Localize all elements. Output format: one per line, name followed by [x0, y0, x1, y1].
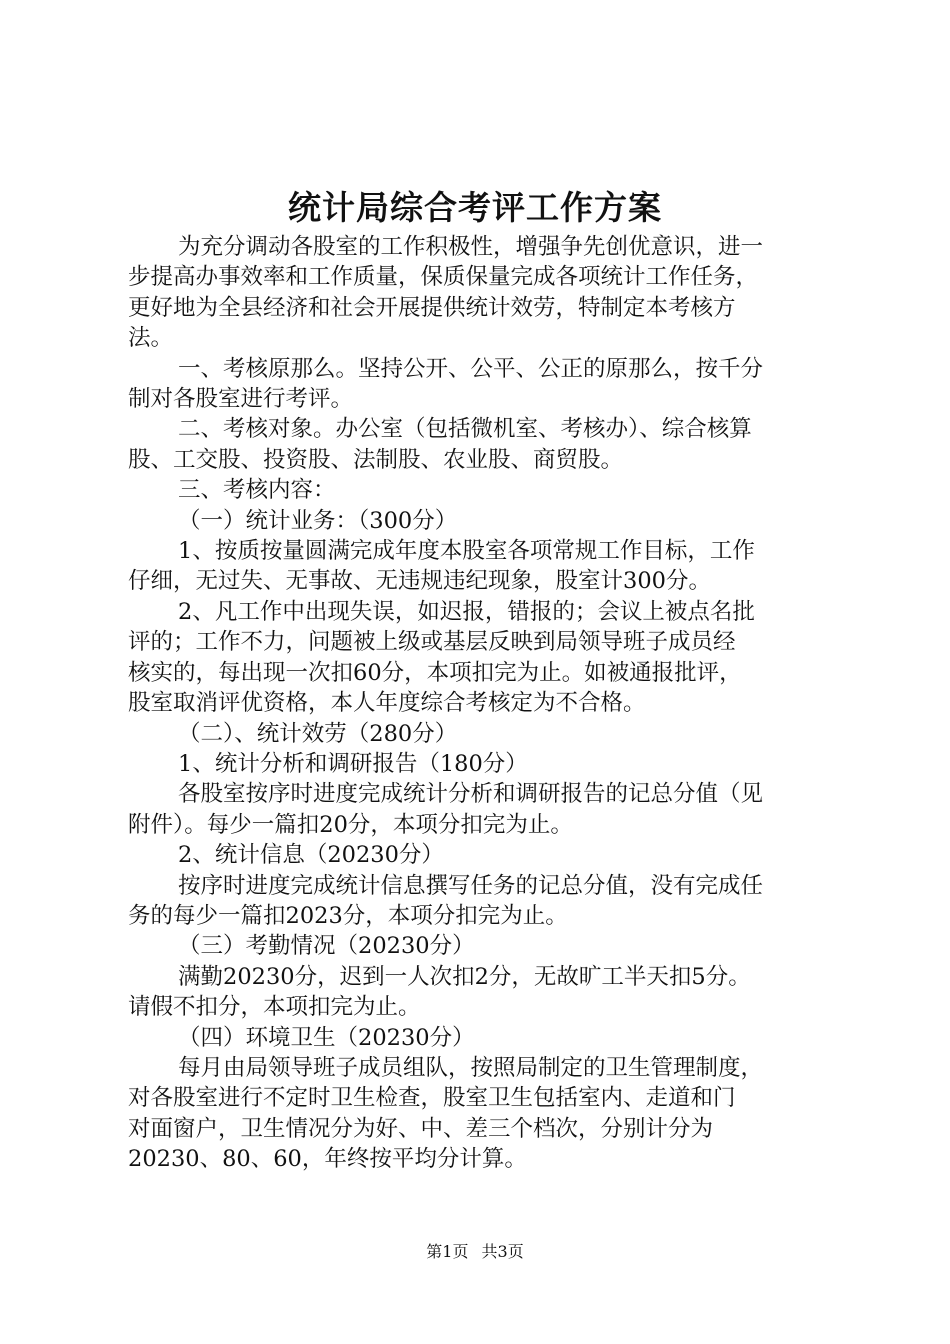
- text-line: 1、按质按量圆满完成年度本股室各项常规工作目标，工作: [178, 538, 755, 565]
- text-line: 每月由局领导班子成员组队，按照局制定的卫生管理制度，: [178, 1054, 764, 1081]
- text-line: 步提高办事效率和工作质量，保质保量完成各项统计工作任务，: [128, 264, 759, 291]
- text-line: 为充分调动各股室的工作积极性，增强争先创优意识，进一: [178, 234, 764, 260]
- text-line: 股室取消评优资格，本人年度综合考核定为不合格。: [128, 690, 646, 717]
- text-line: 附件）。每少一篇扣20分，本项分扣完为止。: [128, 811, 573, 838]
- text-line: （二）、统计效劳（280分）: [178, 720, 458, 747]
- text-line: 务的每少一篇扣2023分，本项分扣完为止。: [128, 902, 568, 929]
- text-line: 2、凡工作中出现失误，如迟报，错报的；会议上被点名批: [178, 598, 755, 625]
- page-footer: [0, 1240, 950, 1264]
- text-line: 对各股室进行不定时卫生检查，股室卫生包括室内、走道和门: [128, 1085, 736, 1112]
- text-line: 更好地为全县经济和社会开展提供统计效劳，特制定本考核方: [128, 294, 736, 321]
- text-line: 2、统计信息（20230分）: [178, 842, 444, 869]
- text-line: （四）环境卫生（20230分）: [178, 1024, 475, 1051]
- document-title: 统计局综合考评工作方案: [288, 188, 662, 227]
- text-line: 二、考核对象。办公室（包括微机室、考核办）、综合核算: [178, 416, 752, 443]
- text-line: 各股室按序时进度完成统计分析和调研报告的记总分值（见: [178, 781, 764, 808]
- text-line: 评的；工作不力，问题被上级或基层反映到局领导班子成员经: [128, 629, 736, 656]
- text-line: 核实的，每出现一次扣60分，本项扣完为止。如被通报批评，: [128, 659, 742, 686]
- text-line: 对面窗户，卫生情况分为好、中、差三个档次，分别计分为: [128, 1115, 714, 1142]
- text-line: 制对各股室进行考评。: [128, 386, 354, 413]
- text-line: 股、工交股、投资股、法制股、农业股、商贸股。: [128, 446, 624, 473]
- text-line: （三）考勤情况（20230分）: [178, 933, 475, 960]
- page-number: 第1页: [426, 1242, 469, 1261]
- text-line: 一、考核原那么。坚持公开、公平、公正的原那么，按千分: [178, 355, 764, 382]
- text-line: 1、统计分析和调研报告（180分）: [178, 750, 528, 777]
- page-total: 共3页: [481, 1242, 524, 1261]
- document-body: [128, 232, 840, 1175]
- text-line: （一）统计业务：（300分）: [178, 507, 458, 534]
- text-line: 请假不扣分，本项扣完为止。: [128, 994, 421, 1021]
- text-line: 三、考核内容：: [178, 477, 336, 504]
- text-line: 20230、80、60，年终按平均分计算。: [128, 1146, 527, 1173]
- text-line: 满勤20230分，迟到一人次扣2分，无故旷工半天扣5分。: [178, 963, 751, 990]
- text-line: 按序时进度完成统计信息撰写任务的记总分值，没有完成任: [178, 872, 764, 899]
- text-line: 仔细，无过失、无事故、无违规违纪现象，股室计300分。: [128, 568, 711, 595]
- text-line: 法。: [128, 325, 174, 352]
